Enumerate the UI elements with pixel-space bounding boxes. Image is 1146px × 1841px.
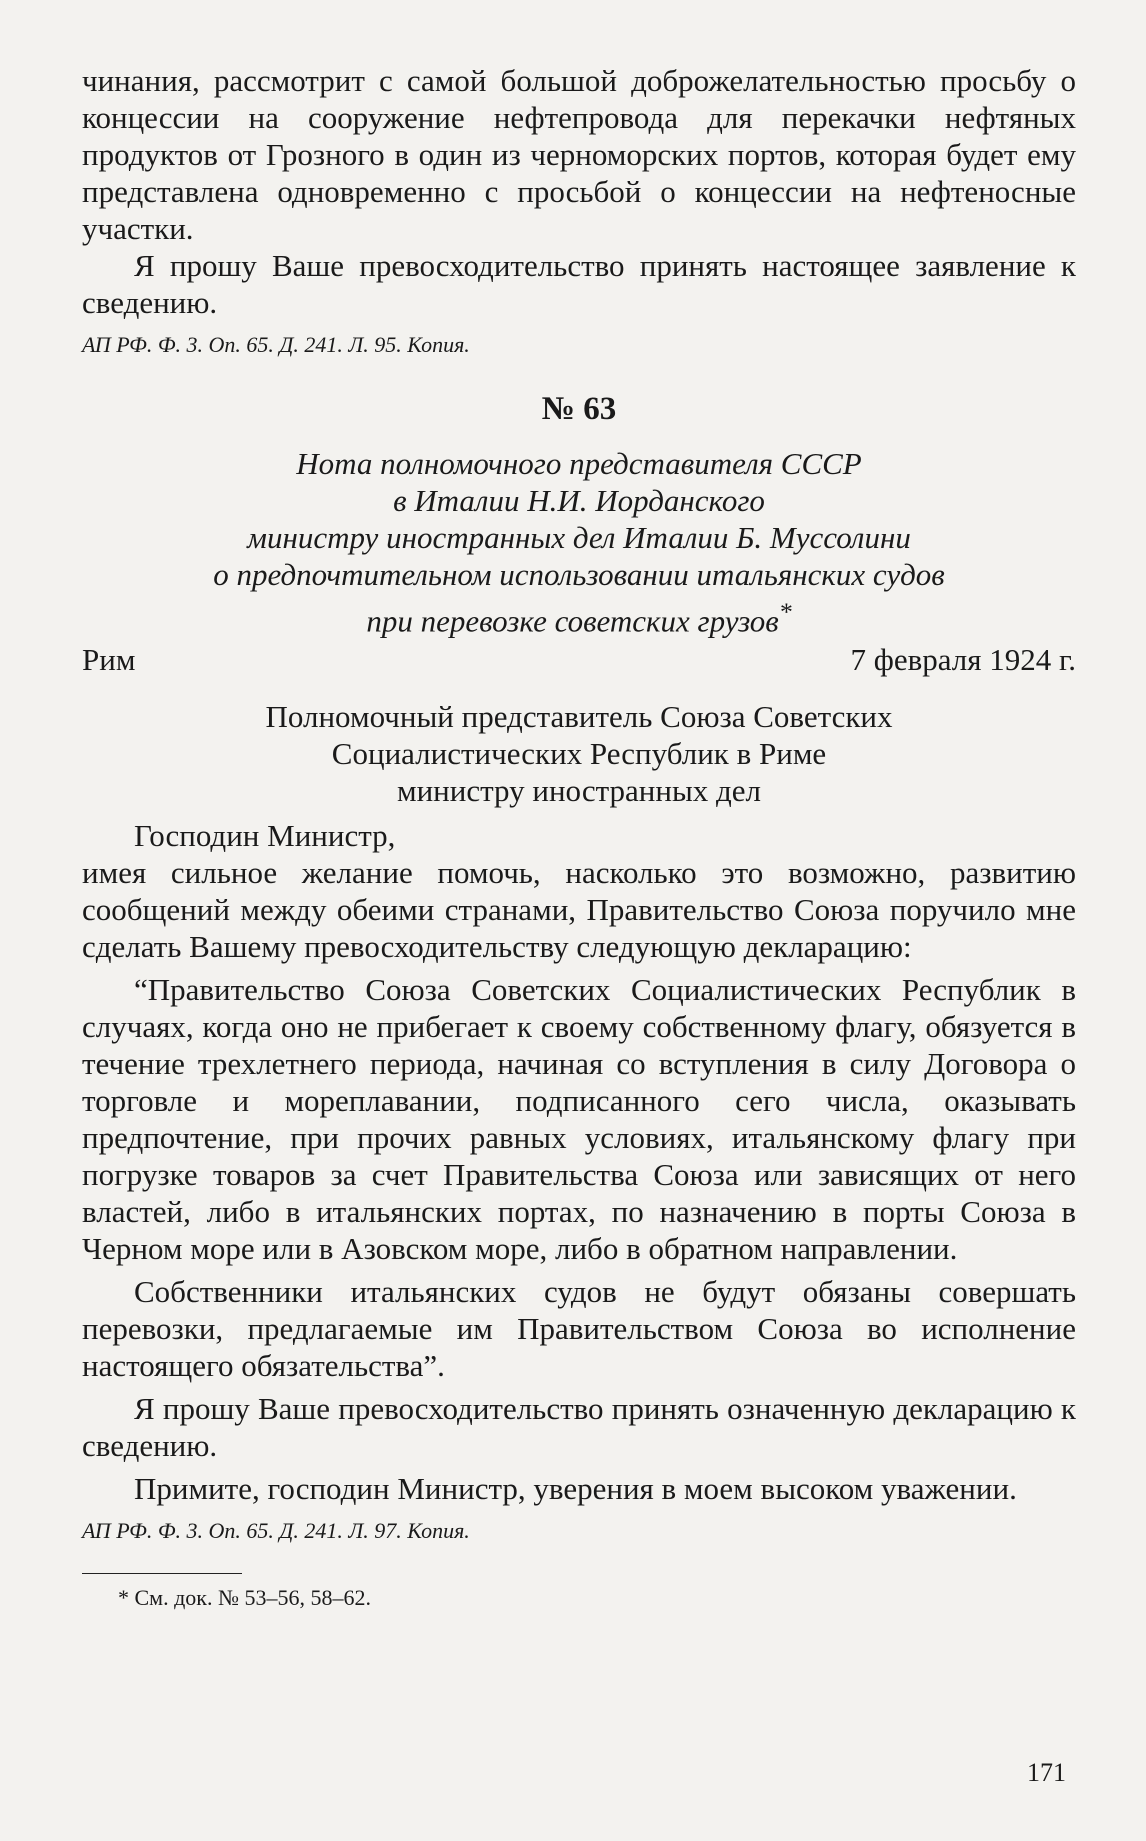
salutation: Господин Министр, <box>134 818 396 854</box>
top-paragraph: чинания, рассмотрит с самой большой доброжелательностью просьбу о концессии на сооружение нефтепровода для перекачки нефтяных продуктов от Грозного в один из черноморских портов, которая будет ему представлена одновременно с просьбой о концессии на нефтеносные участки. <box>82 63 1076 246</box>
title-line: о предпочтительном использовании итальянских судов <box>213 557 945 592</box>
title-line: при перевозке советских грузов <box>366 603 779 639</box>
body-paragraph-5: Примите, господин Министр, уверения в моем высоком уважении. <box>134 1471 1017 1507</box>
address-line: Социалистических Республик в Риме <box>331 736 827 772</box>
title-line: в Италии Н.И. Иорданского <box>393 483 765 518</box>
archive-source-2: АП РФ. Ф. 3. Оп. 65. Д. 241. Л. 97. Копия. <box>82 1518 470 1544</box>
date: 7 февраля 1924 г. <box>850 642 1076 678</box>
place: Рим <box>82 642 136 678</box>
footnote-divider <box>82 1573 242 1574</box>
document-title <box>82 445 1076 639</box>
title-line: министру иностранных дел Италии Б. Муссолини <box>247 520 911 555</box>
body-paragraph-1: имея сильное желание помочь, насколько это возможно, развитию сообщений между обеими странами, Правительство Союза поручило мне сделать Вашему превосходительству следующую декларацию: <box>82 855 1076 965</box>
title-line: Нота полномочного представителя СССР <box>296 446 862 481</box>
footnote: * См. док. № 53–56, 58–62. <box>118 1585 371 1611</box>
top-request: Я прошу Ваше превосходительство принять настоящее заявление к сведению. <box>82 248 1076 320</box>
document-number: № 63 <box>541 391 617 427</box>
page-number: 171 <box>1027 1758 1066 1787</box>
body-paragraph-3: Собственники итальянских судов не будут обязаны совершать перевозки, предлагаемые им Правительством Союза во исполнение настоящего обязательства”. <box>82 1274 1076 1384</box>
body-paragraph-2: “Правительство Союза Советских Социалистических Республик в случаях, когда оно не прибегает к своему собственному флагу, обязуется в течение трехлетнего периода, начиная со вступления в силу Договора о торговле и мореплавании, подписанного сего числа, оказывать предпочтение, при прочих равных условиях, итальянскому флагу при погрузке товаров за счет Правительства Союза или зависящих от него властей, либо в итальянских портах, по назначению в порты Союза в Черном море или в Азовском море, либо в обратном направлении. <box>82 972 1076 1267</box>
title-line-last <box>82 593 1076 639</box>
address-line: Полномочный представитель Союза Советских <box>265 699 893 735</box>
title-footnote-mark: * <box>778 597 792 626</box>
body-paragraph-4: Я прошу Ваше превосходительство принять означенную декларацию к сведению. <box>82 1391 1076 1464</box>
addressee-block <box>82 698 1076 809</box>
place-date-line <box>82 641 1076 678</box>
archive-source-1: АП РФ. Ф. 3. Оп. 65. Д. 241. Л. 95. Копия. <box>82 332 470 357</box>
address-line: министру иностранных дел <box>396 773 762 809</box>
